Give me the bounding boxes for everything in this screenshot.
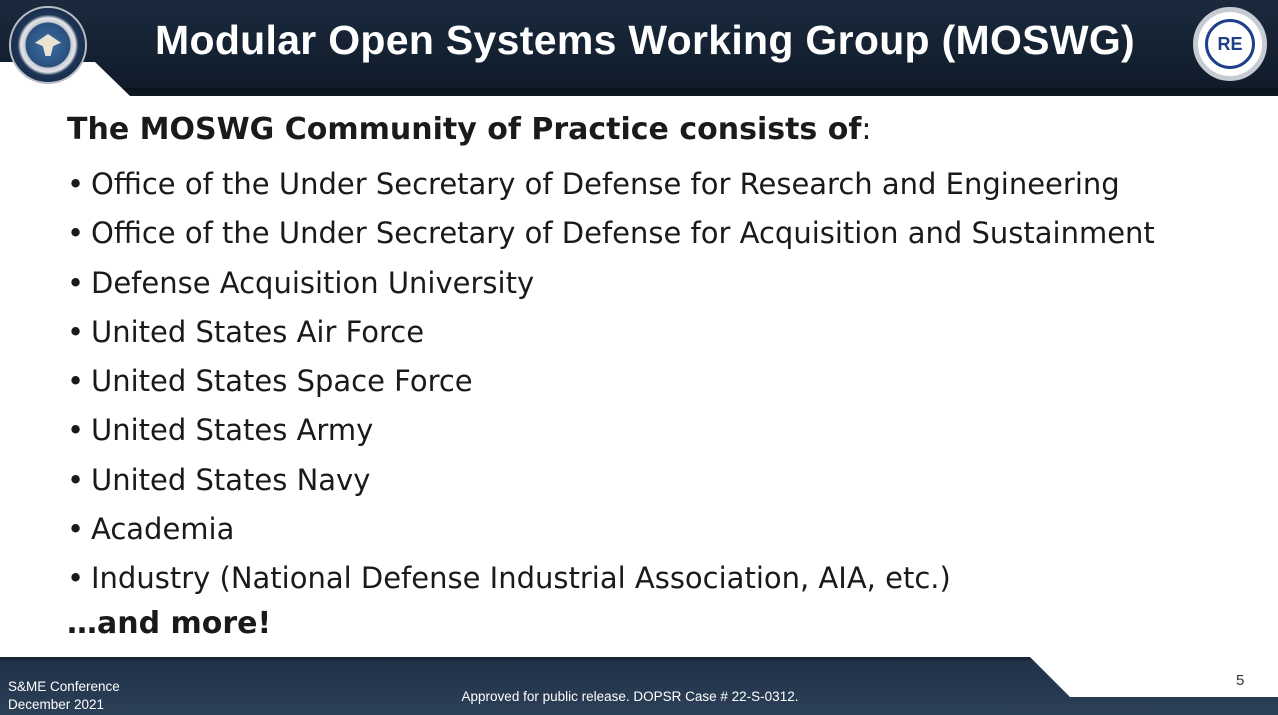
list-item-text: Academia — [91, 512, 235, 547]
bullet-icon: • — [67, 413, 85, 448]
list-item — [67, 158, 1155, 207]
bullet-icon: • — [67, 167, 85, 201]
list-item-text: Defense Acquisition University — [91, 265, 535, 300]
list-item — [67, 257, 1155, 306]
bullet-icon: • — [67, 561, 85, 596]
re-logo-text: RE — [1205, 19, 1255, 69]
list-item — [67, 454, 1155, 503]
list-item-text: Office of the Under Secretary of Defense for Acquisition and Sustainment — [91, 216, 1155, 251]
footer-shadow — [0, 657, 1040, 662]
list-item-text: United States Space Force — [91, 364, 473, 399]
bullet-icon: • — [67, 216, 85, 251]
conference-info — [8, 678, 120, 714]
list-item — [67, 404, 1155, 453]
section-heading — [67, 112, 872, 147]
list-item-text: Office of the Under Secretary of Defense for Research and Engineering — [91, 167, 1120, 201]
bullet-icon: • — [67, 364, 85, 399]
list-item-text: United States Army — [91, 413, 374, 448]
re-logo-icon — [1193, 7, 1267, 81]
bullet-icon: • — [67, 512, 85, 547]
conference-name: S&ME Conference — [8, 679, 120, 694]
heading-text: The MOSWG Community of Practice consists of — [67, 112, 862, 147]
closing-text: …and more! — [67, 606, 272, 641]
eagle-icon — [35, 34, 61, 56]
heading-colon: : — [861, 112, 872, 147]
list-item-text: Industry (National Defense Industrial Association, AIA, etc.) — [91, 561, 951, 596]
list-item — [67, 503, 1155, 552]
list-item — [67, 207, 1155, 256]
dod-seal-icon — [9, 6, 87, 84]
page-number: 5 — [1236, 672, 1245, 689]
bullet-icon: • — [67, 462, 85, 497]
list-item — [67, 306, 1155, 355]
conference-date: December 2021 — [8, 697, 105, 712]
list-item — [67, 552, 1155, 601]
bullet-icon: • — [67, 314, 85, 349]
approval-notice: Approved for public release. DOPSR Case # 22-S-0312. — [461, 689, 799, 704]
page-title: Modular Open Systems Working Group (MOSWG) — [155, 17, 1135, 63]
list-item — [67, 355, 1155, 404]
bullet-icon: • — [67, 265, 85, 300]
title-bar-shadow — [0, 88, 1278, 96]
member-list — [67, 158, 1155, 602]
list-item-text: United States Navy — [91, 462, 371, 497]
list-item-text: United States Air Force — [91, 314, 425, 349]
